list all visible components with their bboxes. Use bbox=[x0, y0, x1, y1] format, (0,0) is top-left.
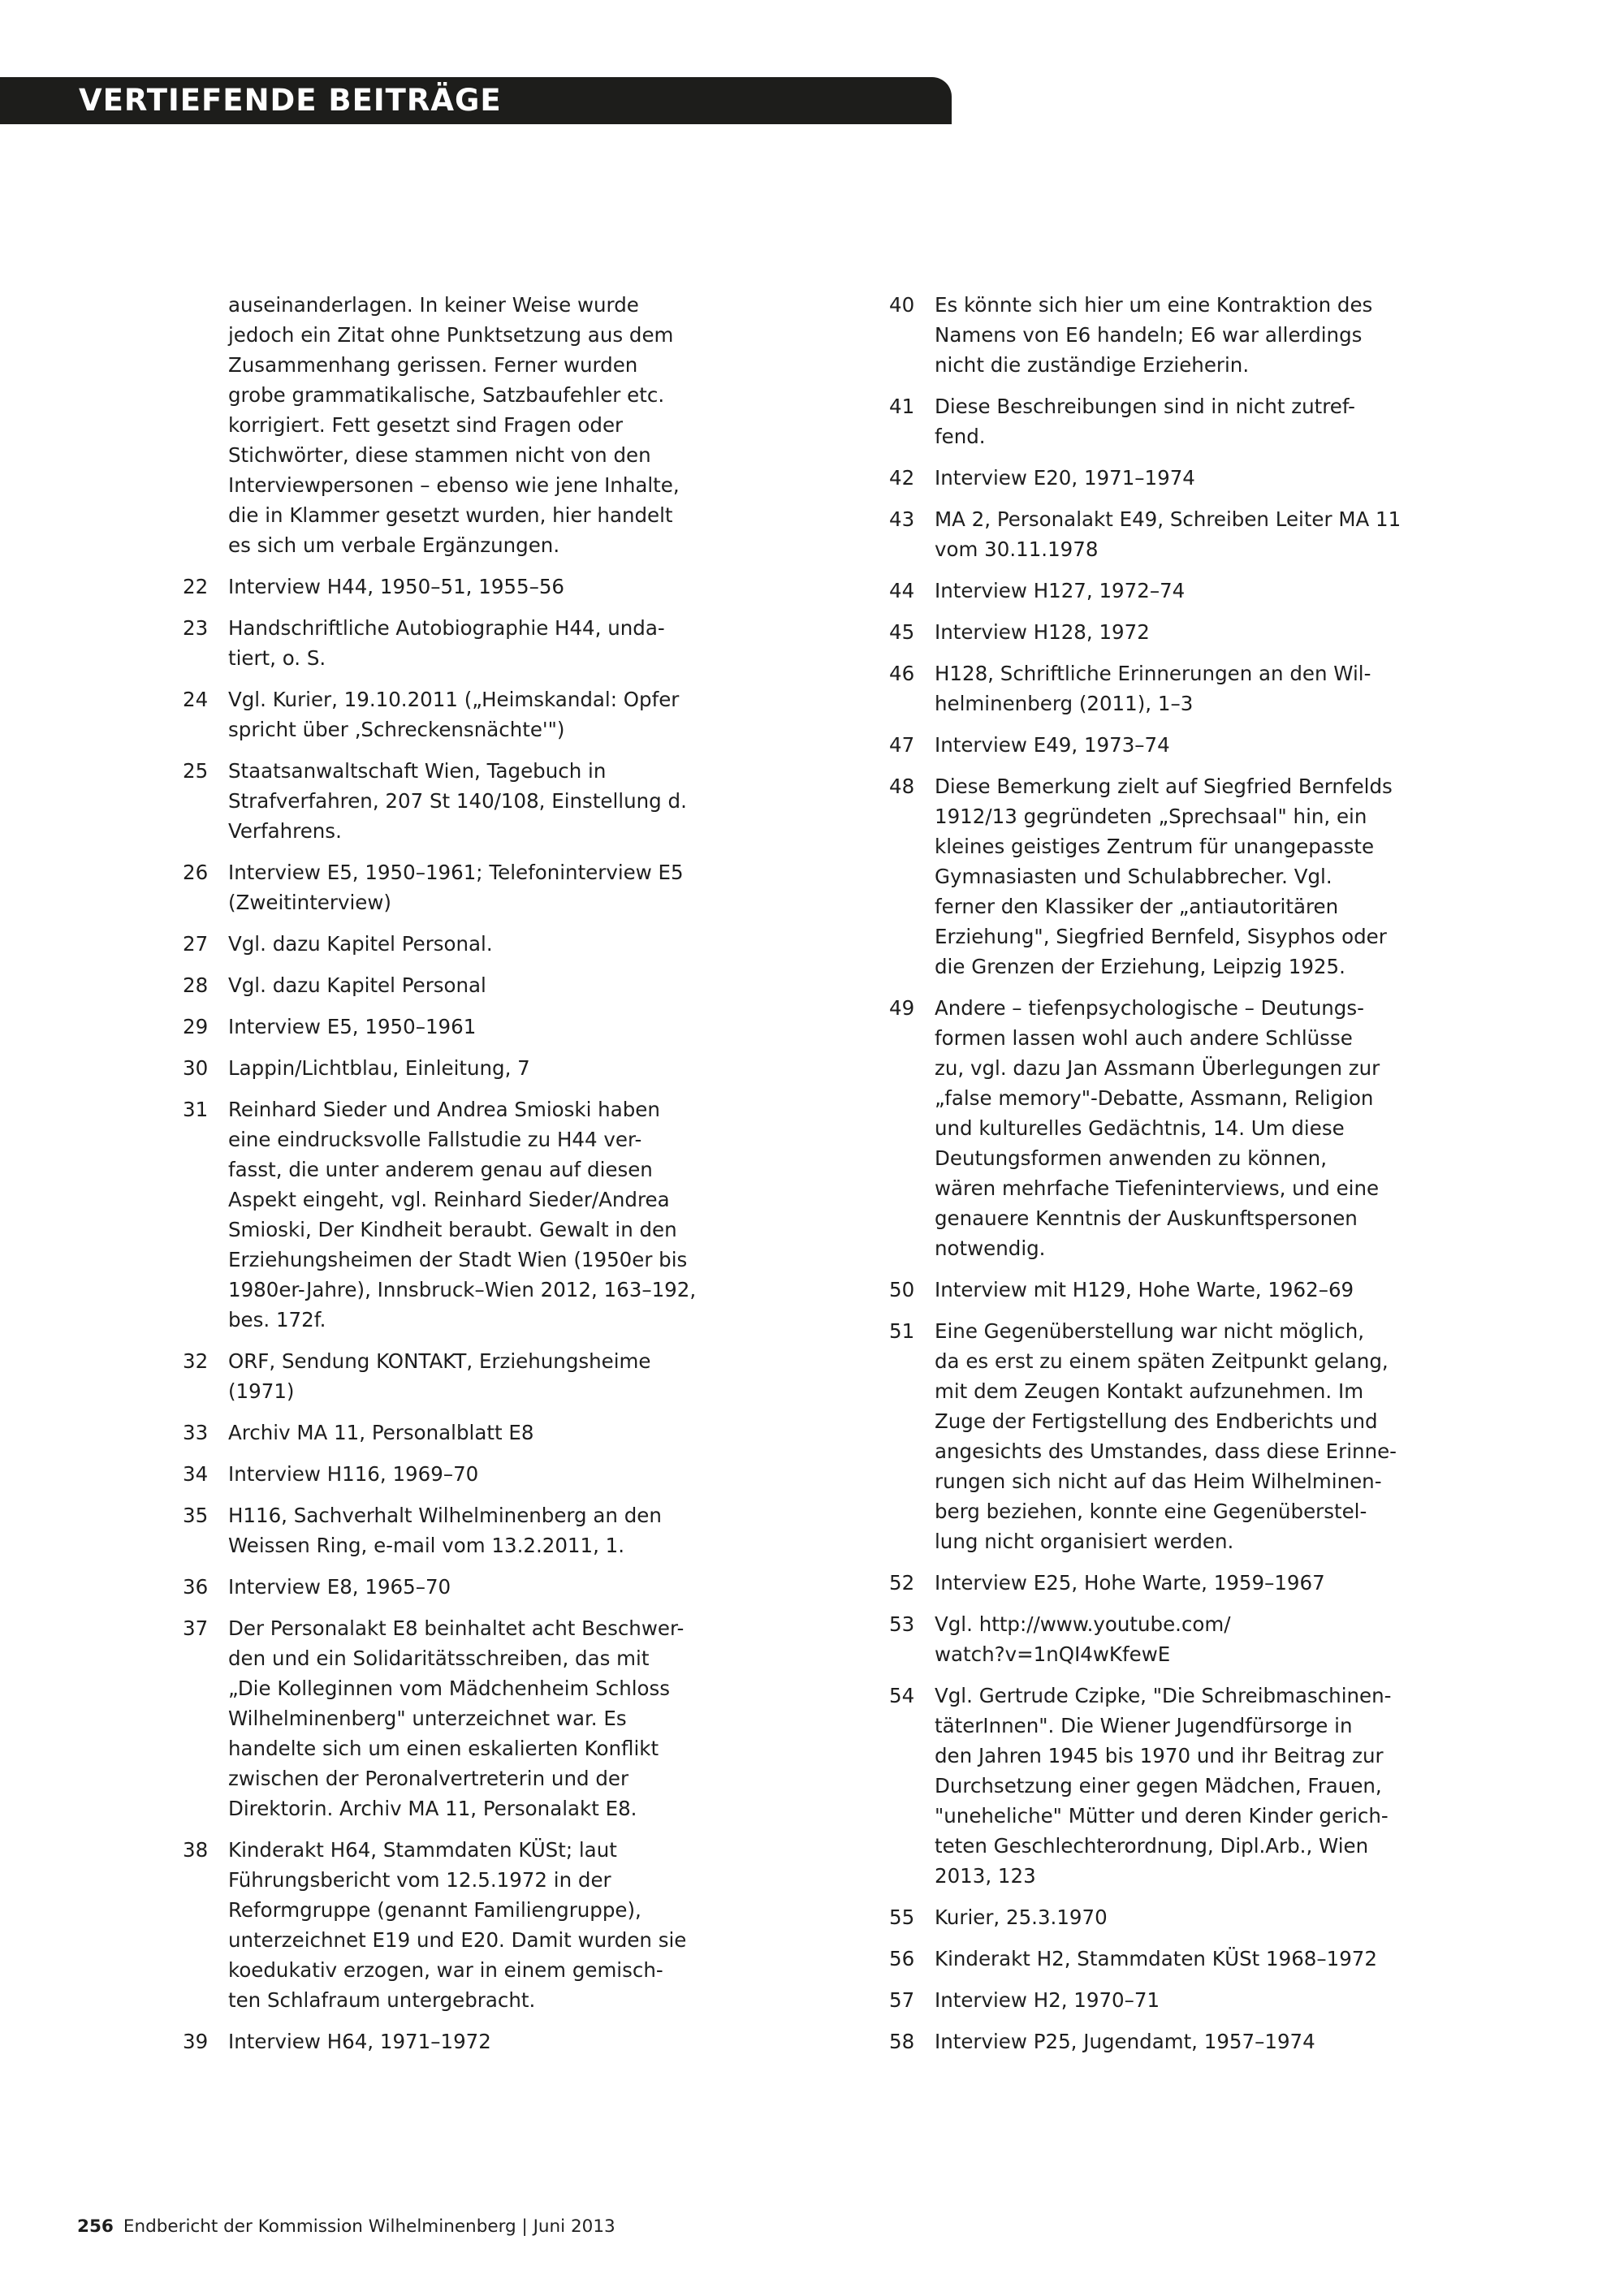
footnote-text-line: Diese Beschreibungen sind in nicht zutref- bbox=[935, 395, 1355, 418]
page-number: 256 bbox=[77, 2216, 114, 2237]
footnote-text-line: Lappin/Lichtblau, Einleitung, 7 bbox=[228, 1056, 530, 1080]
footnote-text-line: tiert, o. S. bbox=[228, 646, 326, 670]
footnote-text-line: MA 2, Personalakt E49, Schreiben Leiter MA 11 bbox=[935, 507, 1402, 531]
footnote-item bbox=[889, 993, 1380, 1263]
footnote-text-line: Namens von E6 handeln; E6 war allerdings bbox=[935, 323, 1363, 347]
footnote-text-line: Interview H2, 1970–71 bbox=[935, 1988, 1160, 2012]
footnote-text bbox=[228, 970, 670, 1000]
footnote-item bbox=[889, 771, 1393, 982]
footnote-text bbox=[228, 2026, 670, 2056]
footnote-text bbox=[935, 1902, 1376, 1932]
footnote-text-line: und kulturelles Gedächtnis, 14. Um diese bbox=[935, 1116, 1345, 1140]
footnote-number: 38 bbox=[183, 1838, 209, 1862]
footnote-text bbox=[228, 1012, 670, 1042]
footnote-text-line: Interview mit H129, Hohe Warte, 1962–69 bbox=[935, 1278, 1354, 1301]
footnote-item bbox=[183, 572, 670, 602]
page-footer bbox=[77, 2215, 615, 2239]
footnote-number: 40 bbox=[889, 293, 915, 317]
footnote-text-line: jedoch ein Zitat ohne Punktsetzung aus dem bbox=[228, 323, 674, 347]
footnote-text-line: Archiv MA 11, Personalblatt E8 bbox=[228, 1421, 534, 1444]
footnote-text-line: fasst, die unter anderem genau auf diesen bbox=[228, 1158, 653, 1181]
footnote-number: 24 bbox=[183, 688, 209, 711]
footnote-item bbox=[183, 1418, 670, 1448]
footnote-text-line: Interview H127, 1972–74 bbox=[935, 579, 1186, 602]
footnote-number: 35 bbox=[183, 1504, 209, 1527]
footnote-text bbox=[935, 1275, 1376, 1305]
footnote-item bbox=[183, 684, 680, 744]
section-header-bar bbox=[0, 77, 952, 124]
footnote-item bbox=[889, 1902, 1376, 1932]
footnote-text bbox=[228, 572, 670, 602]
footnote-item bbox=[183, 1459, 670, 1489]
footnote-number: 55 bbox=[889, 1905, 915, 1929]
footnote-number: 48 bbox=[889, 775, 915, 798]
footnote-item bbox=[183, 857, 684, 917]
footnote-text-line: ferner den Klassiker der „antiautoritären bbox=[935, 895, 1339, 918]
footnote-text-line: Führungsbericht vom 12.5.1972 in der bbox=[228, 1868, 611, 1892]
footnote-item bbox=[889, 1944, 1376, 1974]
footnote-item bbox=[889, 1985, 1376, 2015]
footnote-number: 30 bbox=[183, 1056, 209, 1080]
footnote-text-line: rungen sich nicht auf das Heim Wilhelminen- bbox=[935, 1470, 1382, 1493]
footnote-number: 42 bbox=[889, 466, 915, 490]
footnote-text-line: ten Schlafraum untergebracht. bbox=[228, 1988, 536, 2012]
footnote-text-line: eine eindrucksvolle Fallstudie zu H44 ver- bbox=[228, 1128, 642, 1151]
footnote-number: 28 bbox=[183, 973, 209, 997]
footnote-number: 43 bbox=[889, 507, 915, 531]
footnote-text-line: wären mehrfache Tiefeninterviews, und eine bbox=[935, 1176, 1380, 1200]
footnote-list-right bbox=[889, 290, 1402, 2056]
footnote-text-line: Gymnasiasten und Schulabbrecher. Vgl. bbox=[935, 865, 1332, 888]
footnote-text-line: lung nicht organisiert werden. bbox=[935, 1530, 1234, 1553]
footnote-text bbox=[935, 504, 1401, 564]
footnote-text-line: die Grenzen der Erziehung, Leipzig 1925. bbox=[935, 955, 1345, 978]
footnote-item bbox=[183, 1094, 697, 1335]
footnote-text bbox=[228, 1094, 696, 1335]
footnote-text-line: Verfahrens. bbox=[228, 819, 342, 843]
footnote-number: 58 bbox=[889, 2030, 915, 2053]
footnote-text-line: es sich um verbale Ergänzungen. bbox=[228, 533, 560, 557]
footnote-text bbox=[935, 1609, 1376, 1669]
footnote-text-line: Erziehung", Siegfried Bernfeld, Sisyphos oder bbox=[935, 925, 1387, 948]
footnote-number: 46 bbox=[889, 662, 915, 685]
footnote-text-line: täterInnen". Die Wiener Jugendfürsorge in bbox=[935, 1714, 1353, 1737]
footnote-text-line: handelte sich um einen eskalierten Konflikt bbox=[228, 1737, 659, 1760]
footnote-text-line: Vgl. dazu Kapitel Personal. bbox=[228, 932, 493, 956]
footnote-text-line: Zuge der Fertigstellung des Endberichts und bbox=[935, 1409, 1378, 1433]
footnote-text-line: H116, Sachverhalt Wilhelminenberg an den bbox=[228, 1504, 662, 1527]
footnote-text-line: nicht die zuständige Erzieherin. bbox=[935, 353, 1250, 377]
footnote-text-line: genauere Kenntnis der Auskunftspersonen bbox=[935, 1206, 1358, 1230]
footnote-list-left bbox=[183, 572, 697, 2056]
footnote-item bbox=[183, 1053, 670, 1083]
footnote-text-line: Wilhelminenberg" unterzeichnet war. Es bbox=[228, 1707, 627, 1730]
footnote-text bbox=[228, 684, 679, 744]
footnote-text-line: Staatsanwaltschaft Wien, Tagebuch in bbox=[228, 759, 607, 783]
section-title: VERTIEFENDE BEITRÄGE bbox=[79, 83, 502, 118]
footnote-text-line: watch?v=1nQI4wKfewE bbox=[935, 1642, 1171, 1666]
footnote-number: 54 bbox=[889, 1684, 915, 1707]
footnote-number: 50 bbox=[889, 1278, 915, 1301]
footnote-text-line: Strafverfahren, 207 St 140/108, Einstellung d. bbox=[228, 789, 687, 813]
footnote-number: 45 bbox=[889, 620, 915, 644]
footnote-text-line: Eine Gegenüberstellung war nicht möglich, bbox=[935, 1319, 1365, 1343]
footnote-item bbox=[183, 756, 687, 846]
footnote-text bbox=[935, 617, 1376, 647]
footnote-text-line: Reinhard Sieder und Andrea Smioski haben bbox=[228, 1098, 660, 1121]
footnote-number: 23 bbox=[183, 616, 209, 640]
footnote-number: 52 bbox=[889, 1571, 915, 1595]
footnote-number: 25 bbox=[183, 759, 209, 783]
footnote-text bbox=[935, 576, 1376, 606]
footnote-item bbox=[889, 617, 1376, 647]
footnote-text-line: fend. bbox=[935, 425, 986, 448]
footnote-number: 47 bbox=[889, 733, 915, 757]
footnote-text bbox=[935, 1316, 1397, 1556]
footnote-text-line: Interview H64, 1971–1972 bbox=[228, 2030, 491, 2053]
footnote-text-line: formen lassen wohl auch andere Schlüsse bbox=[935, 1026, 1353, 1050]
footnote-text-line: grobe grammatikalische, Satzbaufehler etc. bbox=[228, 383, 665, 407]
footnote-item bbox=[889, 576, 1376, 606]
footnote-21-continuation bbox=[228, 290, 680, 560]
footnote-item bbox=[183, 1572, 670, 1602]
footnote-text-line: Interview E5, 1950–1961; Telefoninterview E5 bbox=[228, 861, 684, 884]
footnote-text bbox=[935, 993, 1380, 1263]
footnote-text bbox=[228, 857, 684, 917]
footnote-number: 29 bbox=[183, 1015, 209, 1038]
footnote-number: 27 bbox=[183, 932, 209, 956]
footnote-text bbox=[228, 1500, 670, 1560]
footnote-text-line: helminenberg (2011), 1–3 bbox=[935, 692, 1194, 715]
footnote-text-line: Interviewpersonen – ebenso wie jene Inhalte, bbox=[228, 473, 680, 497]
footnote-item bbox=[889, 504, 1402, 564]
footnote-text bbox=[935, 1944, 1377, 1974]
footnote-text-line: auseinanderlagen. In keiner Weise wurde bbox=[228, 293, 639, 317]
footnote-text-line: Interview H116, 1969–70 bbox=[228, 1462, 479, 1486]
footnote-text-line: „false memory"-Debatte, Assmann, Religion bbox=[935, 1086, 1374, 1110]
footnote-item bbox=[183, 1012, 670, 1042]
footnote-text-line: Interview E20, 1971–1974 bbox=[935, 466, 1195, 490]
footnote-number: 34 bbox=[183, 1462, 209, 1486]
footnote-number: 39 bbox=[183, 2030, 209, 2053]
footnote-text-line: Interview H128, 1972 bbox=[935, 620, 1150, 644]
footnote-text bbox=[935, 771, 1393, 982]
footnote-text-line: Erziehungsheimen der Stadt Wien (1950er bis bbox=[228, 1248, 688, 1271]
footnote-item bbox=[889, 391, 1376, 451]
footnote-text-line: Vgl. dazu Kapitel Personal bbox=[228, 973, 486, 997]
footnote-text bbox=[935, 1985, 1376, 2015]
footnote-item bbox=[183, 1835, 687, 2015]
footnote-text bbox=[228, 1459, 670, 1489]
footnote-text-line: Andere – tiefenpsychologische – Deutungs- bbox=[935, 996, 1364, 1020]
footnote-text bbox=[935, 730, 1376, 760]
footnote-text-line: (Zweitinterview) bbox=[228, 891, 391, 914]
footnote-text-line: 2013, 123 bbox=[935, 1864, 1036, 1888]
footnote-text-line: „Die Kolleginnen vom Mädchenheim Schloss bbox=[228, 1677, 671, 1700]
footnote-item bbox=[889, 1316, 1397, 1556]
footnote-number: 36 bbox=[183, 1575, 209, 1599]
footnote-item bbox=[183, 1613, 685, 1823]
footnote-text-line: kleines geistiges Zentrum für unangepasste bbox=[935, 835, 1375, 858]
footnote-text-line: Interview E49, 1973–74 bbox=[935, 733, 1170, 757]
footnote-text-line: Kinderakt H64, Stammdaten KÜSt; laut bbox=[228, 1838, 617, 1862]
footnote-text-line: Diese Bemerkung zielt auf Siegfried Bernfelds bbox=[935, 775, 1393, 798]
footnote-text-line: Direktorin. Archiv MA 11, Personalakt E8. bbox=[228, 1797, 637, 1820]
footnote-text bbox=[935, 658, 1376, 719]
footnote-text-line: notwendig. bbox=[935, 1236, 1046, 1260]
footnote-text-line: berg beziehen, konnte eine Gegenüberstel- bbox=[935, 1500, 1367, 1523]
footnote-text bbox=[935, 463, 1376, 493]
footnote-text-line: den und ein Solidaritätsschreiben, das mit bbox=[228, 1646, 650, 1670]
footnote-text-line: Durchsetzung einer gegen Mädchen, Frauen, bbox=[935, 1774, 1382, 1798]
footnote-text-line: (1971) bbox=[228, 1379, 295, 1403]
footnote-text-line: koedukativ erzogen, war in einem gemisch- bbox=[228, 1958, 663, 1982]
footnote-text-line: die in Klammer gesetzt wurden, hier handelt bbox=[228, 503, 673, 527]
footnote-number: 51 bbox=[889, 1319, 915, 1343]
footnote-text-line: Interview E5, 1950–1961 bbox=[228, 1015, 477, 1038]
footnote-text-line: Vgl. Kurier, 19.10.2011 („Heimskandal: Opfer bbox=[228, 688, 680, 711]
footnote-item bbox=[889, 1275, 1376, 1305]
footnote-text bbox=[228, 1418, 670, 1448]
publication-title: Endbericht der Kommission Wilhelminenberg | Juni 2013 bbox=[123, 2216, 615, 2237]
footnote-text bbox=[935, 2026, 1376, 2056]
footnote-item bbox=[889, 290, 1376, 380]
footnote-number: 33 bbox=[183, 1421, 209, 1444]
footnote-text-line: teten Geschlechterordnung, Dipl.Arb., Wien bbox=[935, 1834, 1369, 1858]
footnote-text-line: Interview H44, 1950–51, 1955–56 bbox=[228, 575, 565, 598]
footnote-text-line: Handschriftliche Autobiographie H44, unda- bbox=[228, 616, 665, 640]
footnote-text bbox=[935, 290, 1376, 380]
footnote-number: 37 bbox=[183, 1616, 209, 1640]
footnote-number: 57 bbox=[889, 1988, 915, 2012]
footnote-text-line: H128, Schriftliche Erinnerungen an den Wil- bbox=[935, 662, 1371, 685]
footnote-text bbox=[935, 1681, 1391, 1891]
footnote-item bbox=[183, 1500, 670, 1560]
footnote-item bbox=[183, 1346, 670, 1406]
footnote-text-line: Interview E25, Hohe Warte, 1959–1967 bbox=[935, 1571, 1325, 1595]
footnote-text-line: Interview E8, 1965–70 bbox=[228, 1575, 451, 1599]
footnote-text-line: vom 30.11.1978 bbox=[935, 537, 1099, 561]
footnote-text-line: unterzeichnet E19 und E20. Damit wurden sie bbox=[228, 1928, 687, 1952]
footnote-text-line: ORF, Sendung KONTAKT, Erziehungsheime bbox=[228, 1349, 651, 1373]
footnote-text-line: Stichwörter, diese stammen nicht von den bbox=[228, 443, 651, 467]
footnote-item bbox=[889, 1568, 1376, 1598]
footnote-text bbox=[228, 1613, 684, 1823]
footnote-text-line: Vgl. http://www.youtube.com/ bbox=[935, 1612, 1231, 1636]
footnote-item bbox=[889, 1681, 1392, 1891]
footnote-text bbox=[935, 391, 1376, 451]
footnote-item bbox=[889, 658, 1376, 719]
footnote-text-line: bes. 172f. bbox=[228, 1308, 326, 1331]
footnote-text-line: "uneheliche" Mütter und deren Kinder gerich- bbox=[935, 1804, 1389, 1828]
footnote-text bbox=[228, 1572, 670, 1602]
footnote-number: 32 bbox=[183, 1349, 209, 1373]
footnote-text-line: Es könnte sich hier um eine Kontraktion des bbox=[935, 293, 1373, 317]
footnote-text bbox=[228, 929, 670, 959]
footnotes-left-column bbox=[183, 290, 697, 2068]
footnote-number: 53 bbox=[889, 1612, 915, 1636]
footnote-number: 22 bbox=[183, 575, 209, 598]
footnote-text-line: korrigiert. Fett gesetzt sind Fragen oder bbox=[228, 413, 624, 437]
footnote-number: 49 bbox=[889, 996, 915, 1020]
footnote-item bbox=[889, 1609, 1376, 1669]
footnote-text-line: Aspekt eingeht, vgl. Reinhard Sieder/Andrea bbox=[228, 1188, 670, 1211]
footnote-text-line: Weissen Ring, e-mail vom 13.2.2011, 1. bbox=[228, 1534, 625, 1557]
footnote-text-line: spricht über ‚Schreckensnächte'") bbox=[228, 718, 565, 741]
footnotes-right-column bbox=[889, 290, 1402, 2068]
footnote-text-line: 1912/13 gegründeten „Sprechsaal" hin, ein bbox=[935, 805, 1367, 828]
footnote-text-line: Zusammenhang gerissen. Ferner wurden bbox=[228, 353, 638, 377]
footnote-text bbox=[228, 756, 687, 846]
footnote-number: 31 bbox=[183, 1098, 209, 1121]
footnote-text bbox=[228, 1835, 686, 2015]
footnote-text-line: 1980er-Jahre), Innsbruck–Wien 2012, 163–192, bbox=[228, 1278, 697, 1301]
footnote-text-line: Smioski, Der Kindheit beraubt. Gewalt in den bbox=[228, 1218, 677, 1241]
footnote-item bbox=[183, 613, 670, 673]
footnote-item bbox=[183, 970, 670, 1000]
footnote-number: 44 bbox=[889, 579, 915, 602]
footnote-text bbox=[228, 1053, 670, 1083]
footnote-item bbox=[183, 2026, 670, 2056]
footnote-number: 26 bbox=[183, 861, 209, 884]
footnote-item bbox=[889, 463, 1376, 493]
footnote-text-line: zu, vgl. dazu Jan Assmann Überlegungen zur bbox=[935, 1056, 1380, 1080]
footnote-text-line: da es erst zu einem späten Zeitpunkt gelang, bbox=[935, 1349, 1389, 1373]
footnote-text-line: mit dem Zeugen Kontakt aufzunehmen. Im bbox=[935, 1379, 1364, 1403]
footnote-text-line: Interview P25, Jugendamt, 1957–1974 bbox=[935, 2030, 1315, 2053]
footnote-text bbox=[228, 1346, 670, 1406]
footnote-text bbox=[935, 1568, 1376, 1598]
footnote-number: 56 bbox=[889, 1947, 915, 1970]
footnote-item bbox=[889, 730, 1376, 760]
footnote-item bbox=[889, 2026, 1376, 2056]
footnote-text-line: zwischen der Peronalvertreterin und der bbox=[228, 1767, 629, 1790]
footnote-text-line: Kurier, 25.3.1970 bbox=[935, 1905, 1108, 1929]
footnote-text-line: Kinderakt H2, Stammdaten KÜSt 1968–1972 bbox=[935, 1947, 1377, 1970]
footnote-text-line: angesichts des Umstandes, dass diese Erinne- bbox=[935, 1439, 1397, 1463]
footnote-number: 41 bbox=[889, 395, 915, 418]
footnote-text-line: den Jahren 1945 bis 1970 und ihr Beitrag zur bbox=[935, 1744, 1384, 1767]
footnote-text-line: Reformgruppe (genannt Familiengruppe), bbox=[228, 1898, 641, 1922]
footnote-text-line: Vgl. Gertrude Czipke, "Die Schreibmaschinen- bbox=[935, 1684, 1392, 1707]
footnote-text-line: Der Personalakt E8 beinhaltet acht Beschwer- bbox=[228, 1616, 685, 1640]
footnote-text-line: Deutungsformen anwenden zu können, bbox=[935, 1146, 1328, 1170]
footnote-text bbox=[228, 613, 670, 673]
footnote-item bbox=[183, 929, 670, 959]
